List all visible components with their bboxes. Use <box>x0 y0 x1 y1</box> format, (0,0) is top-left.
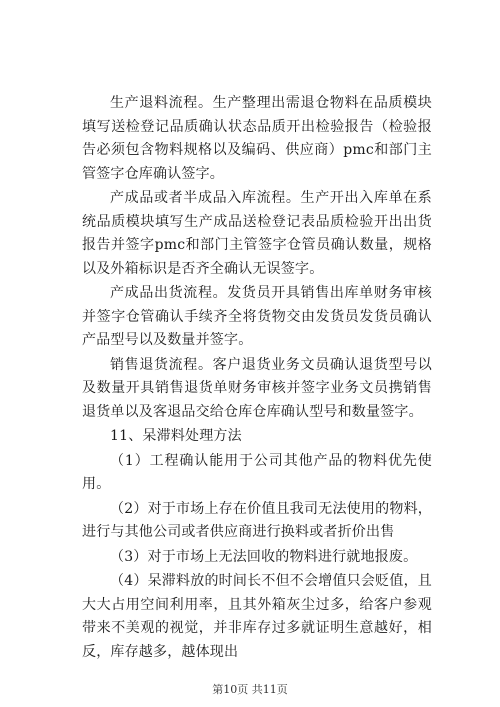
paragraph-production-return: 生产退料流程。生产整理出需退仓物料在品质模块填写送检登记品质确认状态品质开出检验报告（检验报告必须包含物料规格以及编码、供应商）pmc和部门主管签字仓库确认签字。 <box>82 95 432 182</box>
list-item-4: （4）呆滞料放的时间长不但不会增值只会贬值，且大大占用空间利用率，且其外箱灰尘过多，给客户参观带来不美观的视觉，并非库存过多就证明生意越好，相反，库存越多，越体现出 <box>82 573 432 660</box>
page-footer: 第10页 共11页 <box>212 683 288 696</box>
paragraph-finished-goods-inbound: 产成品或者半成品入库流程。生产开出入库单在系统品质模块填写生产成品送检登记表品质检验开出出货报告并签字pmc和部门主管签字仓管员确认数量，规格以及外箱标识是否齐全确认无误签字。 <box>82 190 432 277</box>
section-heading-slow-moving-materials: 11、呆滞料处理方法 <box>110 428 242 444</box>
list-item-2: （2）对于市场上存在价值且我司无法使用的物料，进行与其他公司或者供应商进行换料或者折价出售 <box>82 500 432 540</box>
list-item-3: （3）对于市场上无法回收的物料进行就地报废。 <box>110 548 418 565</box>
document-body <box>82 92 432 664</box>
paragraph-sales-return: 销售退货流程。客户退货业务文员确认退货型号以及数量开具销售退货单财务审核并签字业务文员携销售退货单以及客退品交给仓库仓库确认型号和数量签字。 <box>82 356 432 420</box>
paragraph-finished-goods-shipping: 产成品出货流程。发货员开具销售出库单财务审核并签字仓管确认手续齐全将货物交由发货员发货员确认产品型号以及数量并签字。 <box>82 285 432 348</box>
list-item-1: （1）工程确认能用于公司其他产品的物料优先使用。 <box>82 452 432 492</box>
